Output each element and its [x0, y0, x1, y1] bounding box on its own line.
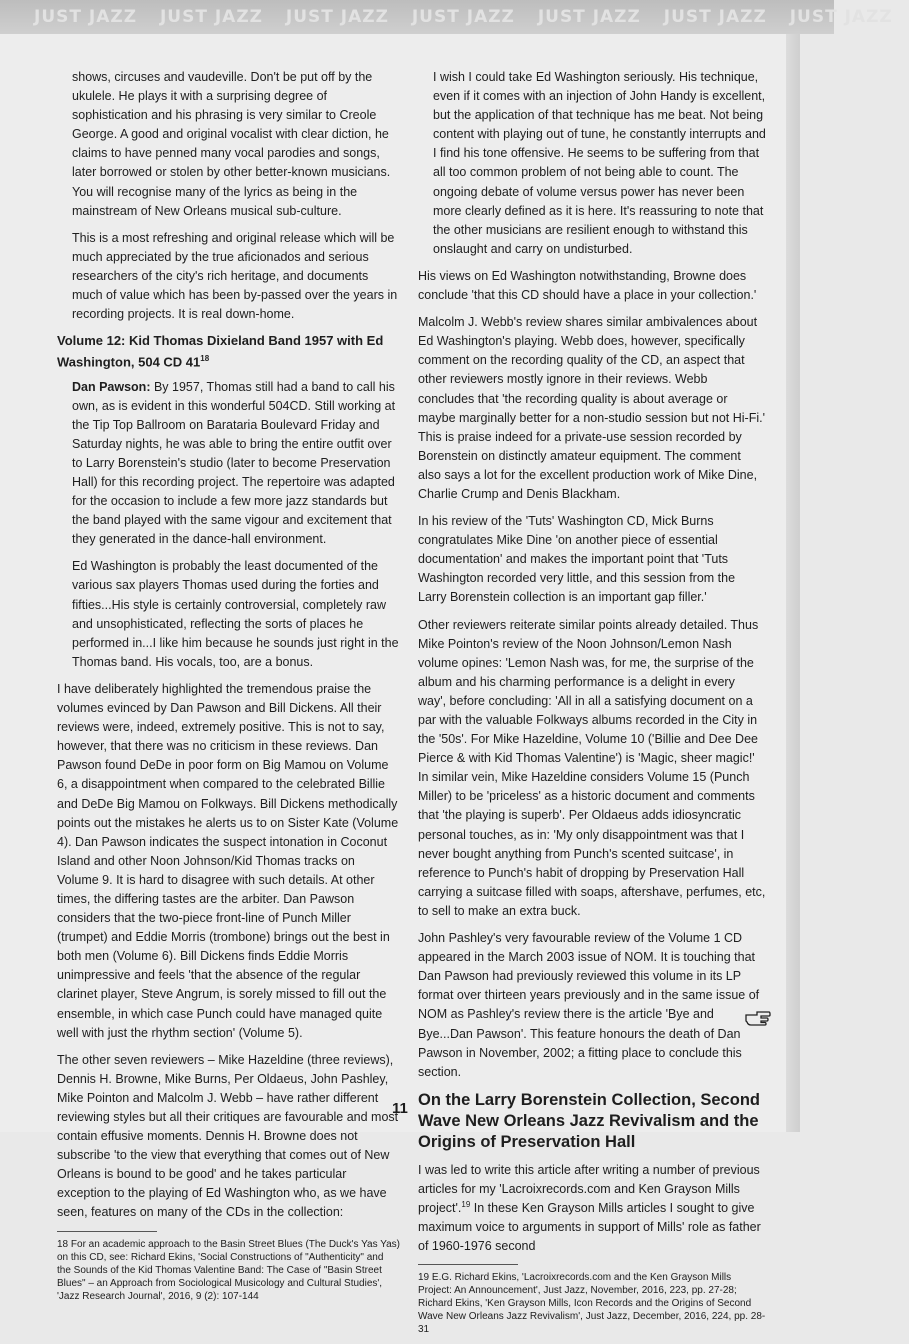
masthead-text: JUST JAZZ [34, 7, 138, 27]
masthead-text: JUST JAZZ [159, 7, 263, 27]
footnote-divider [57, 1231, 157, 1232]
paragraph: Other reviewers reiterate similar points already detailed. Thus Mike Pointon's review of the Noon Johnson/Lemon Nash volume opines: 'Lemon Nash was, for me, the surprise of the album and his charming performance is a delight in every way', before concluding: 'All in all a satisfying document on a par with the valuable Folkways albums recorded in the City in the '50s'. For Mike Hazeldine, Volume 10 ('Billie and Dee Dee Pierce & with Kid Thomas Valentine') is 'Magic, sheer magic!' In similar vein, Mike Hazeldine considers Volume 15 (Punch Miller) to be 'priceless' as a historic document and comments that 'the playing is superb'. Per Oldaeus adds idiosyncratic personal touches, as in: 'My only disappointment was that I never bought anything from Punch's scented suitcase', in reference to Punch's habit of dropping by Preservation Hall carrying a suitcase filled with soaps, aftershave, perfumes, etc, to sell to make an extra buck. [418, 617, 766, 918]
paragraph: In his review of the 'Tuts' Washington CD, Mick Burns congratulates Mike Dine 'on another piece of essential documentation' and makes the important point that 'Tuts Washington recorded very little, and this session from the Larry Borenstein collection is an important gap filler.' [418, 514, 736, 605]
masthead-text: JUST JAZZ [285, 7, 389, 27]
masthead-text: JUST JAZZ [789, 7, 893, 27]
footnote: 19 E.G. Richard Ekins, 'Lacroixrecords.com and the Ken Grayson Mills Project: An Announcement', Just Jazz, November, 2016, 223, pp. 27-28; Richard Ekins, 'Ken Grayson Mills, Icon Records and the Origins of Second Wave New Orleans Jazz Revivalism', Just Jazz, December, 2016, 224, pp. 28-31 [418, 1272, 766, 1336]
paragraph [418, 1161, 766, 1256]
pointing-hand-icon [745, 1010, 771, 1026]
paragraph: The other seven reviewers – Mike Hazeldine (three reviews), Dennis H. Browne, Mike Burns, Per Oldaeus, John Pashley, Mike Pointon and Malcolm J. Webb – have rather different reviewing styles but all their critiques are favourable and most contain effusive moments. Dennis H. Browne does not subscribe 'to the view that everything that comes out of New Orleans is bound to be good' and he takes particular exception to the playing of Ed Washington who, as we have seen, features on many of the CDs in the collection: [57, 1052, 399, 1220]
adjacent-page-edge [786, 34, 800, 1132]
footnote: 18 For an academic approach to the Basin Street Blues (The Duck's Yas Yas) on this CD, see: Richard Ekins, 'Social Constructions of "Authenticity" and the Sounds of the Kid Thomas Valentine Band: The Case of "Basin Street Blues" – an Approach from Sociological Musicology and Cultural Studies', 'Jazz Research Journal', 2016, 9 (2): 107-144 [57, 1238, 401, 1302]
footnote-ref: 18 [200, 354, 210, 364]
right-column [418, 68, 766, 1344]
paragraph: Malcolm J. Webb's review shares similar ambivalences about Ed Washington's playing. Webb does, however, specifically comment on the recording quality of the CD, an aspect that other reviewers mostly ignore in their reviews. Webb concludes that 'the recording quality is about average or maybe marginally better for a non-studio session but not Hi-Fi.' This is praise indeed for a private-use session recorded by Borenstein on distinctly amateur equipment. The comment also says a lot for the excellent production work of Mike Dine, Charlie Crump and Denis Blackham. [418, 315, 765, 501]
paragraph [57, 378, 400, 550]
paragraph: Ed Washington is probably the least documented of the various sax players Thomas used during the forties and fifties...His style is certainly controversial, completely raw and unsophisticated, reflecting the sorts of places he performed in...I like him because he sounds just right in the Thomas band. His vocals, too, are a bonus. [72, 559, 399, 669]
paragraph-text: I was led to write this article after writing a number of previous articles for my 'Lacroixrecords.com and Ken Grayson Mills project'. [418, 1162, 760, 1215]
paragraph: I have deliberately highlighted the tremendous praise the volumes evinced by Dan Pawson and Bill Dickens. All their reviews were, indeed, extremely positive. This is not to say, however, that there was no criticism in these reviews. Dan Pawson found DeDe in poor form on Big Mamou on Volume 6, a disappointment when compared to the celebrated Billie and DeDe Big Mamou on Folkways. Bill Dickens methodically points out the mistakes he alerts us to on Sister Kate (Volume 4). Dan Pawson indicates the suspect intonation in Coconut Island and other Noon Johnson/Kid Thomas tracks on Volume 9. It is hard to disagree with such details. At other times, the differing tastes are the arbiter. Dan Pawson considers that the two-piece front-line of Punch Miller (trumpet) and Eddie Morris (trombone) brings out the best in both men (Volume 6). Bill Dickens finds Eddie Morris unimpressive and feels 'that the absence of the regular clarinet player, Steve Angrum, is sorely missed to fill out the ensemble, in which case Punch could have managed quite well with just the rhythm section' (Volume 5). [57, 681, 399, 1040]
page-number: 11 [392, 1100, 408, 1117]
section-heading: On the Larry Borenstein Collection, Second Wave New Orleans Jazz Revivalism and the Origins of Preservation Hall [418, 1090, 760, 1151]
paragraph: John Pashley's very favourable review of the Volume 1 CD appeared in the March 2003 issue of NOM. It is touching that Dan Pawson had previously reviewed this volume in its LP format over thirteen years previously and in the same issue of NOM as Pashley's review there is the article 'Bye and Bye...Dan Pawson'. This feature honours the death of Dan Pawson in November, 2002; a fitting place to conclude this section. [418, 931, 760, 1079]
paragraph-text: In these Ken Grayson Mills articles I sought to give maximum voice to arguments in support of Mills' role as father of 1960-1976 second [418, 1200, 761, 1254]
heading-text: Volume 12: Kid Thomas Dixieland Band 1957 with Ed Washington, 504 CD 41 [57, 333, 384, 370]
masthead-banner [0, 0, 893, 34]
reviewer-name: Dan Pawson: [72, 379, 151, 394]
paragraph: This is a most refreshing and original release which will be much appreciated by the true aficionados and serious researchers of the city's rich heritage, and documents much of value which has been by-passed over the years in recording projects. It is real down-home. [72, 230, 398, 322]
paragraph-text: By 1957, Thomas still had a band to call his own, as is evident in this wonderful 504CD. Still working at the Tip Top Ballroom on Barataria Boulevard Friday and Saturday nights, he was able to bring the entire outfit over to Larry Borenstein's studio (later to become Preservation Hall) for this recording project. The repertoire was adapted for the occasion to include a few more jazz standards but the band played with the same vigour and excitement that they generated in the dance-hall environment. [72, 379, 396, 547]
masthead-text: JUST JAZZ [663, 7, 767, 27]
block-quote: I wish I could take Ed Washington seriously. His technique, even if it comes with an injection of John Handy is excellent, but the application of that technique has me beat. Not being content with playing out of tune, he constantly interrupts and I find his tone offensive. He seems to be suffering from that all too common problem of not being able to count. The ongoing debate of volume versus power has never been more clearly defined as it is here. It's reassuring to note that the other musicians are resilient enough to withstand this onslaught and carry on undisturbed. [433, 70, 766, 256]
footnote-divider [418, 1264, 518, 1265]
footnote-ref: 19 [461, 1199, 471, 1209]
paragraph: His views on Ed Washington notwithstanding, Browne does conclude 'that this CD should have a place in your collection.' [418, 268, 757, 303]
masthead-text: JUST JAZZ [411, 7, 515, 27]
left-column [57, 68, 400, 1311]
paragraph: shows, circuses and vaudeville. Don't be put off by the ukulele. He plays it with a surprising degree of sophistication and his phrasing is very similar to Creole George. A good and original vocalist with clear diction, he claims to have penned many vocal parodies and songs, later borrowed or stolen by other better-known musicians. You will recognise many of the lyrics as being in the mainstream of New Orleans musical sub-culture. [72, 70, 391, 218]
section-heading [57, 332, 400, 371]
masthead-text: JUST JAZZ [537, 7, 641, 27]
